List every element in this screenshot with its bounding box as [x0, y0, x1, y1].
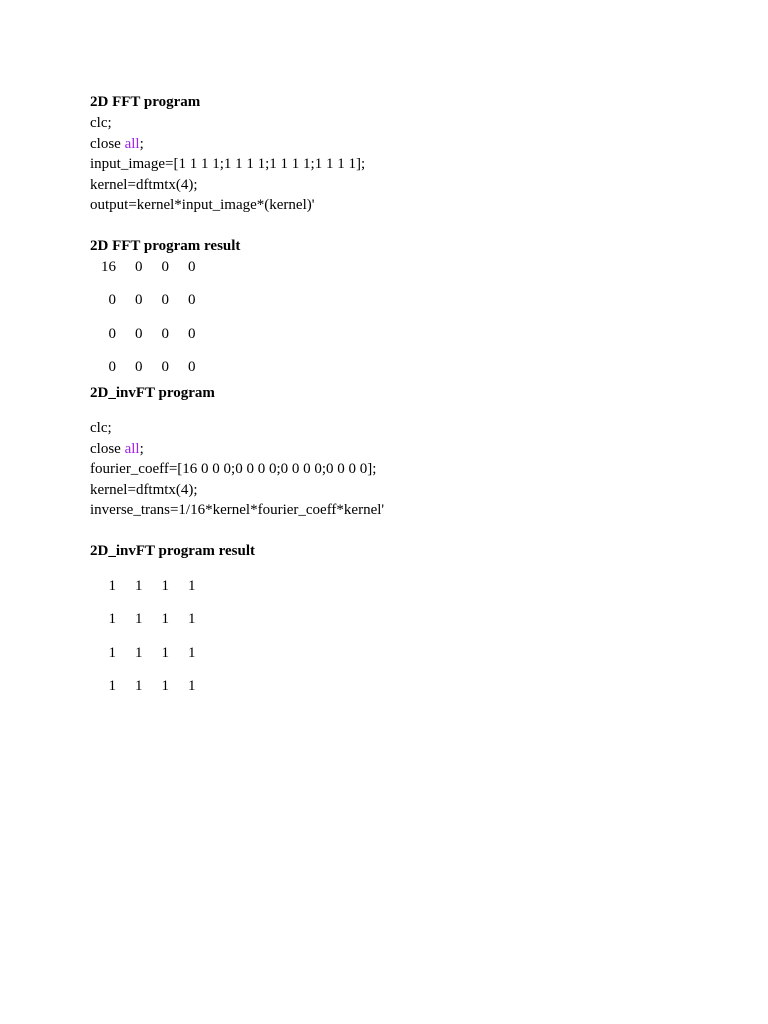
code-line: fourier_coeff=[16 0 0 0;0 0 0 0;0 0 0 0;0 0 0 0];: [90, 461, 377, 477]
code-line: clc;: [90, 420, 112, 436]
matrix-cell: 0: [108, 292, 116, 308]
matrix-cell: 0: [135, 325, 143, 342]
matrix-cell: 0: [108, 359, 116, 375]
matrix-cell: 1: [108, 644, 116, 661]
matrix-cell: 0: [161, 258, 169, 275]
matrix-cell: 1: [188, 678, 196, 694]
matrix-cell: 1: [135, 644, 143, 661]
code-line: [90, 134, 690, 155]
code-line: output=kernel*input_image*(kernel)': [90, 197, 315, 213]
matrix-cell: 1: [108, 611, 116, 627]
invft-program-heading: 2D_invFT program: [90, 385, 215, 401]
code-line: [90, 439, 690, 460]
code-text: close: [90, 440, 125, 457]
matrix-row: [90, 676, 690, 702]
matrix-cell: 1: [108, 577, 116, 594]
matrix-cell: 1: [161, 611, 169, 627]
matrix-cell: 1: [161, 644, 169, 661]
fft-program-heading: 2D FFT program: [90, 94, 201, 110]
matrix-cell: 1: [135, 577, 143, 594]
fft-code-block: [90, 113, 690, 216]
invft-result-section: [90, 541, 690, 703]
matrix-cell: 1: [188, 577, 196, 594]
matrix-cell: 1: [188, 611, 196, 627]
code-line: kernel=dftmtx(4);: [90, 481, 198, 498]
matrix-cell: 0: [108, 325, 116, 342]
fft-result-section: [90, 236, 690, 384]
spacer: [90, 216, 690, 236]
document-body: [90, 92, 690, 702]
matrix-cell: 0: [188, 359, 196, 375]
code-text: ;: [139, 135, 144, 152]
matrix-cell: 1: [161, 577, 169, 594]
spacer: [90, 562, 690, 576]
code-line: kernel=dftmtx(4);: [90, 176, 198, 193]
code-text: ;: [139, 440, 144, 457]
matrix-cell: 1: [161, 678, 169, 694]
matrix-cell: 0: [135, 292, 143, 308]
invft-program-section: [90, 383, 690, 521]
matrix-row: [90, 576, 690, 610]
matrix-cell: 0: [188, 258, 196, 275]
code-line: input_image=[1 1 1 1;1 1 1 1;1 1 1 1;1 1 1 1];: [90, 156, 366, 172]
matrix-cell: 16: [101, 258, 116, 275]
invft-result-matrix: [90, 576, 690, 703]
matrix-row: [90, 324, 690, 358]
matrix-cell: 0: [161, 325, 169, 342]
keyword-all: all: [124, 135, 140, 152]
matrix-cell: 1: [188, 644, 196, 661]
matrix-row: [90, 643, 690, 677]
fft-program-section: [90, 92, 690, 216]
matrix-cell: 0: [161, 359, 169, 375]
matrix-row: [90, 290, 690, 324]
matrix-cell: 1: [135, 611, 143, 627]
fft-result-heading: 2D FFT program result: [90, 237, 241, 254]
matrix-cell: 0: [161, 292, 169, 308]
matrix-cell: 0: [135, 359, 143, 375]
invft-result-heading: 2D_invFT program result: [90, 542, 256, 559]
code-text: close: [90, 135, 125, 152]
keyword-all: all: [124, 440, 140, 457]
matrix-row: [90, 257, 690, 291]
matrix-cell: 0: [188, 292, 196, 308]
matrix-row: [90, 357, 690, 383]
invft-code-block: [90, 418, 690, 521]
spacer: [90, 521, 690, 541]
matrix-cell: 0: [188, 325, 196, 342]
code-line: inverse_trans=1/16*kernel*fourier_coeff*kernel': [90, 502, 385, 518]
spacer: [90, 404, 690, 418]
matrix-cell: 0: [135, 258, 143, 275]
matrix-row: [90, 609, 690, 643]
matrix-cell: 1: [108, 678, 116, 694]
code-line: clc;: [90, 115, 112, 131]
fft-result-matrix: [90, 257, 690, 384]
matrix-cell: 1: [135, 678, 143, 694]
